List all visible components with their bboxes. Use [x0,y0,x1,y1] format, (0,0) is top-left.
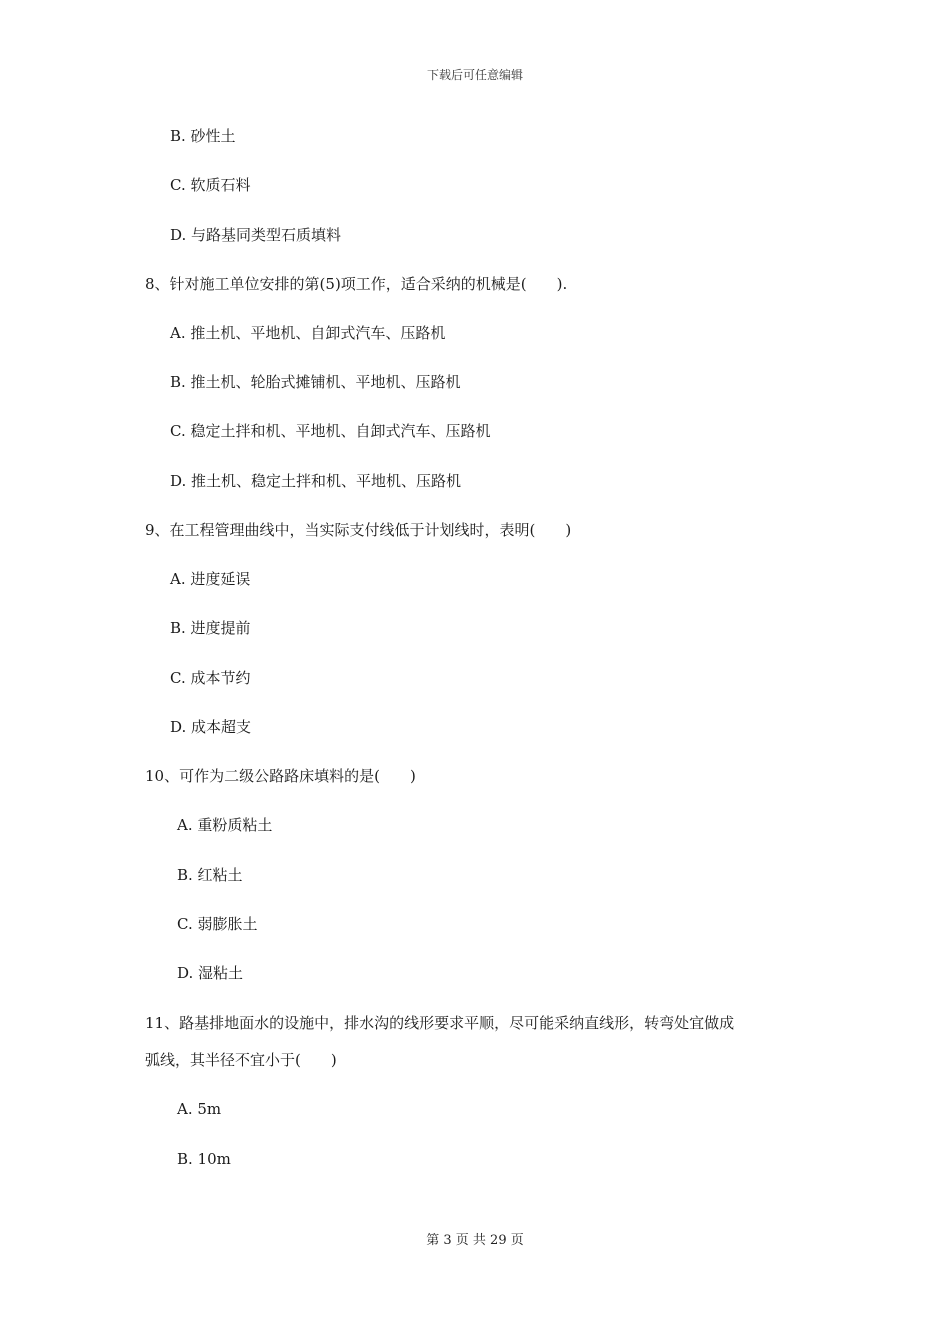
option-d-q7: D. 与路基同类型石质填料 [170,226,342,244]
question-10: 10、可作为二级公路路床填料的是( ) [145,767,416,785]
question-9: 9、在工程管理曲线中，当实际支付线低于计划线时，表明( ) [145,521,572,539]
option-b-q8: B. 推土机、轮胎式摊铺机、平地机、压路机 [170,373,461,391]
page-header: 下载后可任意编辑 [426,68,523,82]
option-b-q11: B. 10m [177,1150,231,1168]
option-a-q8: A. 推土机、平地机、自卸式汽车、压路机 [170,324,446,342]
option-d-q8: D. 推土机、稳定土拌和机、平地机、压路机 [170,472,462,490]
option-b-q7: B. 砂性土 [170,127,236,145]
question-8: 8、针对施工单位安排的第(5)项工作，适合采纳的机械是( ). [145,275,568,293]
option-d-q10: D. 湿粘土 [177,964,244,982]
option-a-q11: A. 5m [177,1100,222,1118]
question-11-line2: 弧线，其半径不宜小于( ) [145,1051,337,1069]
question-11-line1: 11、路基排地面水的设施中，排水沟的线形要求平顺，尽可能采纳直线形，转弯处宜做成 [145,1014,735,1032]
page-footer: 第 3 页 共 29 页 [426,1233,524,1248]
option-a-q10: A. 重粉质粘土 [177,816,273,834]
option-d-q9: D. 成本超支 [170,718,252,736]
option-c-q7: C. 软质石料 [170,176,251,194]
option-a-q9: A. 进度延误 [170,570,251,588]
option-b-q10: B. 红粘土 [177,866,243,884]
option-c-q9: C. 成本节约 [170,669,251,687]
option-c-q8: C. 稳定土拌和机、平地机、自卸式汽车、压路机 [170,422,491,440]
option-b-q9: B. 进度提前 [170,619,251,637]
option-c-q10: C. 弱膨胀土 [177,915,258,933]
